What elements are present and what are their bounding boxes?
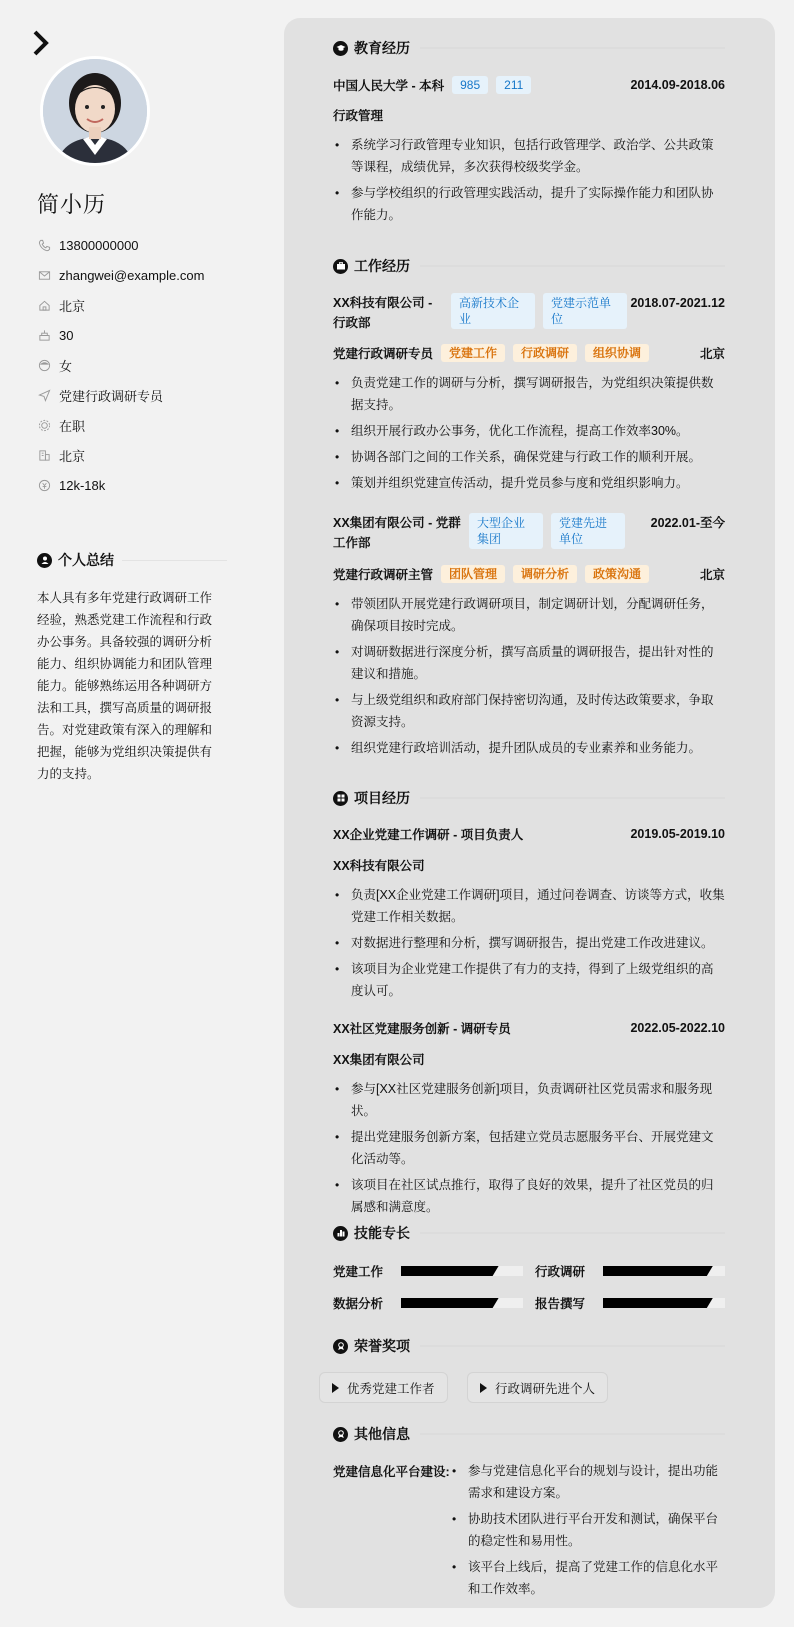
home-icon xyxy=(37,298,51,312)
skill-bar xyxy=(401,1266,523,1276)
project-bullets xyxy=(333,1078,725,1222)
divider xyxy=(122,560,227,561)
graduation-cap-icon xyxy=(333,41,348,56)
company-name: XX集团有限公司 - 党群工作部 xyxy=(333,516,461,550)
school-tag: 211 xyxy=(496,76,531,94)
project-name: XX社区党建服务创新 - 调研专员 xyxy=(333,1022,511,1036)
award-badge xyxy=(319,1372,448,1403)
divider xyxy=(420,794,725,802)
company-tag: 党建示范单位 xyxy=(543,293,627,329)
skill-bar-fill xyxy=(603,1266,713,1276)
job-date: 2018.07-2021.12 xyxy=(630,296,725,310)
project-org: XX集团有限公司 xyxy=(333,1053,425,1067)
school-name: 中国人民大学 - 本科 xyxy=(333,79,445,93)
status-icon xyxy=(37,418,51,432)
list-item: • 系统学习行政管理专业知识，包括行政管理学、政治学、公共政策等课程，成绩优异，多次获得校级奖学金。 xyxy=(333,134,725,178)
list-item: • 参与学校组织的行政管理实践活动，提升了实际操作能力和团队协作能力。 xyxy=(333,182,725,226)
skill-bar-fill xyxy=(401,1266,499,1276)
list-item: • 该平台上线后，提高了党建工作的信息化水平和工作效率。 xyxy=(450,1556,725,1600)
job-location: 北京 xyxy=(699,568,725,582)
list-item: • 协助技术团队进行平台开发和测试，确保平台的稳定性和易用性。 xyxy=(450,1508,725,1552)
award-icon xyxy=(333,1339,348,1354)
send-icon xyxy=(37,388,51,402)
building-icon xyxy=(37,448,51,462)
contact-work-city xyxy=(37,440,257,470)
contact-email xyxy=(37,260,257,290)
project-org-row xyxy=(333,1050,725,1068)
company-tag: 高新技术企业 xyxy=(451,293,535,329)
list-item: • 组织党建行政培训活动，提升团队成员的专业素养和业务能力。 xyxy=(333,737,725,759)
skill-name: 报告撰写 xyxy=(535,1297,586,1311)
skill-item xyxy=(535,1262,725,1280)
skill-bar xyxy=(603,1266,725,1276)
job-role: 党建行政调研专员 xyxy=(333,347,434,361)
education-row xyxy=(333,76,725,94)
play-icon xyxy=(480,1383,487,1393)
profile-name: 简小历 xyxy=(37,192,107,217)
company-name: XX科技有限公司 - 行政部 xyxy=(333,296,433,330)
list-item: • 参与[XX社区党建服务创新]项目，负责调研社区党员需求和服务现状。 xyxy=(333,1078,725,1122)
job-row xyxy=(333,293,725,333)
play-icon xyxy=(332,1383,339,1393)
project-bullets xyxy=(333,884,725,1006)
education-major-row xyxy=(333,106,725,124)
job-role-row xyxy=(333,344,725,362)
contact-value: 13800000000 xyxy=(59,237,139,253)
list-item: • 策划并组织党建宣传活动，提升党员参与度和党组织影响力。 xyxy=(333,472,725,494)
skill-tag: 政策沟通 xyxy=(585,565,649,583)
list-item: • 对数据进行整理和分析，撰写调研报告，提出党建工作改进建议。 xyxy=(333,932,725,954)
project-org-row xyxy=(333,856,725,874)
projects-heading xyxy=(333,788,725,808)
job-bullets xyxy=(333,593,725,763)
mail-icon xyxy=(37,268,51,282)
job-row xyxy=(333,513,725,553)
contact-position xyxy=(37,380,257,410)
sidebar xyxy=(0,0,270,1627)
contact-value: 党建行政调研专员 xyxy=(59,388,164,404)
skill-tag: 团队管理 xyxy=(441,565,505,583)
major: 行政管理 xyxy=(333,109,384,123)
list-item: • 负责党建工作的调研与分析，撰写调研报告，为党组织决策提供数据支持。 xyxy=(333,372,725,416)
job-location: 北京 xyxy=(699,347,725,361)
skill-name: 数据分析 xyxy=(333,1297,384,1311)
divider xyxy=(420,262,725,270)
skill-tag: 行政调研 xyxy=(513,344,577,362)
education-heading xyxy=(333,38,725,58)
company-tag: 党建先进单位 xyxy=(551,513,625,549)
job-role: 党建行政调研主管 xyxy=(333,568,434,582)
skill-item xyxy=(535,1294,725,1312)
logo-icon xyxy=(33,30,53,58)
salary-icon xyxy=(37,478,51,492)
skill-name: 党建工作 xyxy=(333,1265,384,1279)
job-role-row xyxy=(333,565,725,583)
award-name: 行政调研先进个人 xyxy=(495,1381,596,1396)
company-tag: 大型企业集团 xyxy=(469,513,543,549)
skill-item xyxy=(333,1294,523,1312)
skill-bar-fill xyxy=(603,1298,713,1308)
contact-status xyxy=(37,410,257,440)
project-name: XX企业党建工作调研 - 项目负责人 xyxy=(333,828,524,842)
skill-item xyxy=(333,1262,523,1280)
contact-value: 在职 xyxy=(59,418,86,434)
contact-gender xyxy=(37,350,257,380)
age-icon xyxy=(37,328,51,342)
contact-age xyxy=(37,320,257,350)
education-bullets xyxy=(333,134,725,230)
skill-bar xyxy=(401,1298,523,1308)
contact-value: 30 xyxy=(59,327,74,343)
gender-icon xyxy=(37,358,51,372)
skill-tag: 组织协调 xyxy=(585,344,649,362)
list-item: • 参与党建信息化平台的规划与设计，提出功能需求和建设方案。 xyxy=(450,1460,725,1504)
award-badge xyxy=(467,1372,608,1403)
contact-value: 12k-18k xyxy=(59,477,106,493)
other-bullets xyxy=(450,1460,725,1604)
award-icon xyxy=(333,1427,348,1442)
contact-phone xyxy=(37,230,257,260)
divider xyxy=(420,44,725,52)
project-org: XX科技有限公司 xyxy=(333,859,425,873)
list-item: • 对调研数据进行深度分析，撰写高质量的调研报告，提出针对性的建议和措施。 xyxy=(333,641,725,685)
project-date: 2022.05-2022.10 xyxy=(630,1021,725,1035)
summary-text: 本人具有多年党建行政调研工作经验，熟悉党建工作流程和行政办公事务。具备较强的调研分析能力、组织协调能力和团队管理能力。能够熟练运用各种调研方法和工具，撰写高质量的调研报告。对党建政策有深入的理解和把握，能够为党组织决策提供有力的支持。 xyxy=(37,591,213,781)
contact-value: zhangwei@example.com xyxy=(59,267,205,283)
user-icon xyxy=(37,553,52,568)
list-item: • 提出党建服务创新方案，包括建立党员志愿服务平台、开展党建文化活动等。 xyxy=(333,1126,725,1170)
avatar xyxy=(40,56,150,166)
contact-value: 女 xyxy=(59,358,73,374)
skill-tag: 党建工作 xyxy=(441,344,505,362)
bar-chart-icon xyxy=(333,1226,348,1241)
list-item: • 负责[XX企业党建工作调研]项目，通过问卷调查、访谈等方式，收集党建工作相关数据。 xyxy=(333,884,725,928)
contact-salary xyxy=(37,470,257,500)
contact-value: 北京 xyxy=(59,298,86,314)
list-item: • 带领团队开展党建行政调研项目，制定调研计划，分配调研任务，确保项目按时完成。 xyxy=(333,593,725,637)
project-row xyxy=(333,1019,725,1037)
section-title: 其他信息 xyxy=(354,1426,410,1442)
grid-icon xyxy=(333,791,348,806)
list-item: • 与上级党组织和政府部门保持密切沟通，及时传达政策要求，争取资源支持。 xyxy=(333,689,725,733)
other-heading xyxy=(333,1424,725,1444)
contact-value: 北京 xyxy=(59,448,86,464)
section-title: 技能专长 xyxy=(354,1225,410,1241)
briefcase-icon xyxy=(333,259,348,274)
award-name: 优秀党建工作者 xyxy=(347,1381,435,1396)
divider xyxy=(420,1342,725,1350)
list-item: • 协调各部门之间的工作关系，确保党建与行政工作的顺利开展。 xyxy=(333,446,725,468)
project-date: 2019.05-2019.10 xyxy=(630,827,725,841)
section-title: 工作经历 xyxy=(354,258,410,274)
list-item: • 该项目为企业党建工作提供了有力的支持，得到了上级党组织的高度认可。 xyxy=(333,958,725,1002)
skill-tag: 调研分析 xyxy=(513,565,577,583)
list-item: • 组织开展行政办公事务，优化工作流程，提高工作效率30%。 xyxy=(333,420,725,442)
list-item: • 该项目在社区试点推行，取得了良好的效果，提升了社区党员的归属感和满意度。 xyxy=(333,1174,725,1218)
skill-bar xyxy=(603,1298,725,1308)
awards-heading xyxy=(333,1336,725,1356)
job-bullets xyxy=(333,372,725,498)
project-row xyxy=(333,825,725,843)
job-date: 2022.01-至今 xyxy=(650,516,725,530)
section-title: 项目经历 xyxy=(354,790,410,806)
divider xyxy=(420,1229,725,1237)
contact-city xyxy=(37,290,257,320)
other-label: 党建信息化平台建设: xyxy=(333,1465,450,1479)
phone-icon xyxy=(37,238,51,252)
summary-heading xyxy=(37,550,227,570)
contact-list xyxy=(37,230,257,500)
section-title: 教育经历 xyxy=(354,40,410,56)
school-tag: 985 xyxy=(452,76,488,94)
work-heading xyxy=(333,256,725,276)
skills-heading xyxy=(333,1223,725,1243)
section-title: 荣誉奖项 xyxy=(354,1338,410,1354)
skill-name: 行政调研 xyxy=(535,1265,586,1279)
skill-bar-fill xyxy=(401,1298,499,1308)
summary-title: 个人总结 xyxy=(58,552,114,568)
divider xyxy=(420,1430,725,1438)
education-date: 2014.09-2018.06 xyxy=(630,78,725,92)
